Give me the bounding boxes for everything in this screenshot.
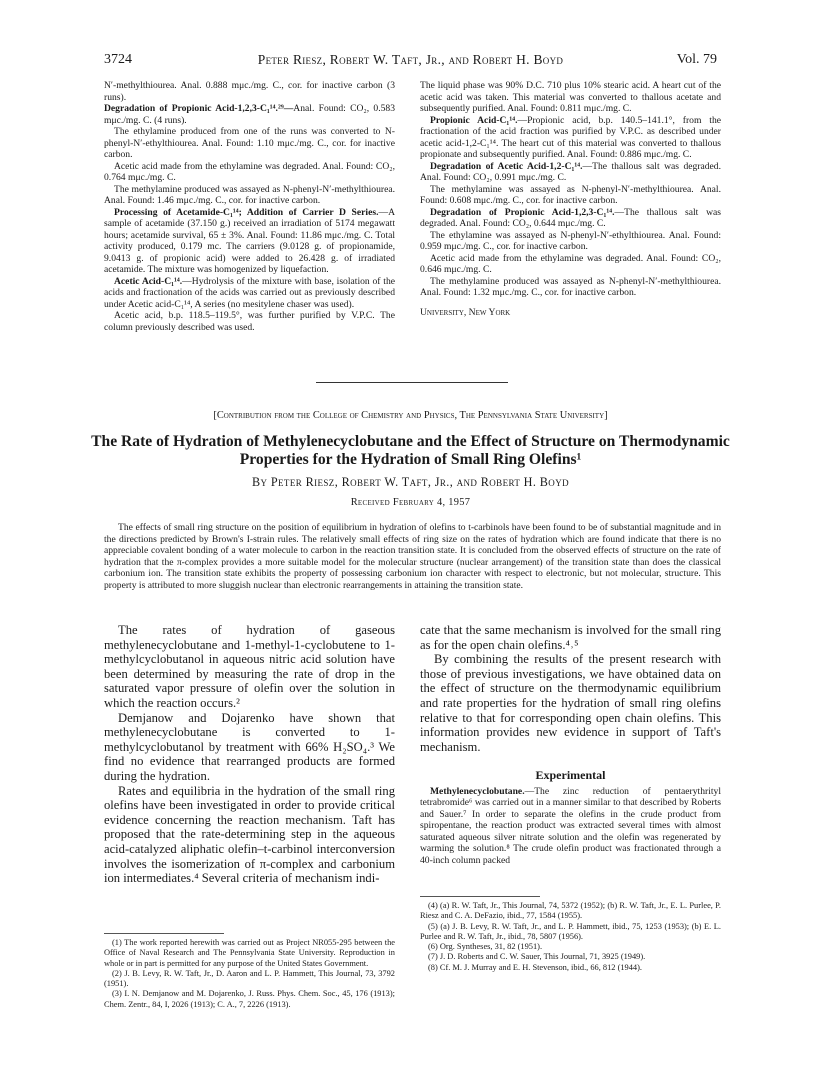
paragraph: Rates and equilibria in the hydration of the small ring olefins have been investigated in order to provide critical evidence concerning the reaction mechanism. Taft has proposed that the rate-determining step in the aqueous acid-catalyzed aliphatic olefin–t-carbinol interconversion involves the isomerization of π-complex and carbonium ion intermediates.⁴ Several criteria of mechanism indi- bbox=[104, 783, 395, 886]
footnotes-column-2 bbox=[420, 901, 721, 973]
footnote-divider bbox=[420, 896, 540, 897]
paragraph: The methylamine produced was assayed as N-phenyl-N′-methylthiourea. Anal. Found: 1.32 mμc./mg. C., cor. for inactive carbon. bbox=[420, 275, 721, 298]
byline: By Peter Riesz, Robert W. Taft, Jr., and Robert H. Boyd bbox=[251, 475, 570, 489]
footnote: (7) J. D. Roberts and C. W. Sauer, This Journal, 71, 3925 (1949). bbox=[428, 952, 646, 962]
received-date: Received February 4, 1957 bbox=[350, 497, 471, 508]
paragraph: The liquid phase was 90% D.C. 710 plus 10% stearic acid. A heart cut of the acetic acid was taken. This material was converted to thallous acetate and subsequently purified. Anal. Found: 0.811 mμc./mg. C. bbox=[420, 80, 721, 114]
footnote-divider bbox=[104, 933, 224, 934]
paragraph: Acetic acid made from the ethylamine was degraded. Anal. Found: CO₂, 0.764 mμc./mg. C. bbox=[104, 160, 395, 183]
paragraph: Processing of Acetamide-C₁¹⁴; Addition of Carrier D Series.—A sample of acetamide (37.150 g.) received an irradiation of 5174 megawatt hours; acetamide survival, 65 ± 3%. Anal. Found: 11.86 mμc./mg. C. Total activity produced, 0.179 mc. The carriers (9.0128 g. of propionamide, 9.0413 g. of propionic acid) were added to 26.428 g. of irradiated acetamide. The mixture was homogenized by liquefaction. bbox=[104, 206, 395, 275]
footnote: (6) Org. Syntheses, 31, 82 (1951). bbox=[428, 942, 543, 952]
footnote: (8) Cf. M. J. Murray and E. H. Stevenson, ibid., 66, 812 (1944). bbox=[428, 962, 643, 972]
page-number: 3724 bbox=[104, 52, 132, 67]
paragraph: The rates of hydration of gaseous methylenecyclobutane and 1-methyl-1-cyclobutene to 1-methylcyclobutanol in aqueous nitric acid solution have been determined by measuring the rate of drop in the saturated vapor pressure of olefin over the solution in which the reaction occurs.² bbox=[104, 623, 395, 710]
paragraph: Acetic acid, b.p. 118.5–119.5°, was further purified by V.P.C. The column previously described was used. bbox=[104, 310, 395, 333]
paragraph: The methylamine produced was assayed as N-phenyl-N′-methylthiourea. Anal. Found: 1.46 mμc./mg. C., cor. for inactive carbon. bbox=[104, 183, 395, 206]
article-title: The Rate of Hydration of Methylenecyclobutane and the Effect of Structure on Thermodynamic Properties for the Hydration of Small Ring Olefins¹ bbox=[91, 433, 730, 468]
location-label: University, New York bbox=[420, 306, 511, 318]
experimental-section bbox=[420, 786, 721, 867]
footnote: (3) I. N. Demjanow and M. Dojarenko, J. Russ. Phys. Chem. Soc., 45, 176 (1913); Chem. Zentr., 84, I, 2026 (1913); C. A., 7, 2226 (1913). bbox=[104, 989, 395, 1009]
paragraph: The ethylamine was assayed as N-phenyl-N′-ethylthiourea. Anal. Found: 0.959 mμc./mg. C., cor. for inactive carbon. bbox=[420, 229, 721, 252]
paragraph: Acetic acid made from the ethylamine was degraded. Anal. Found: CO₂, 0.646 mμc./mg. C. bbox=[420, 252, 721, 275]
experimental-heading: Experimental bbox=[535, 768, 606, 783]
prev-article-column-1 bbox=[104, 80, 395, 333]
abstract: The effects of small ring structure on the position of equilibrium in hydration of olefins to t-carbinols have been found to be of substantial magnitude and in the directions predicted by Brown's I-strain rules. The relatively small effects of ring size on the rates of hydration which are found indicate that there is no appreciable covalent bonding of a water molecule to carbon in the reaction transition state. It is concluded from the observed effects of structure on the rate of hydration that the π-complex provides a more suitable model for the molecular structure (nuclear arrangement) of the transition state than does the classical carbonium ion. The transition state exhibits the property of possessing carbonium ion character with respect to electronic, but not molecular, structure. This property is attributed to more sluggish nuclear than electronic rearrangements in attaining the transition state. bbox=[104, 522, 721, 591]
volume-label: Vol. 79 bbox=[676, 52, 717, 67]
paragraph: Degradation of Acetic Acid-1,2-C₁¹⁴.—The thallous salt was degraded. Anal. Found: CO₂, 0.991 mμc./mg. C. bbox=[420, 160, 721, 183]
paragraph: N′-methylthiourea. Anal. 0.888 mμc./mg. C., cor. for inactive carbon (3 runs). bbox=[104, 80, 395, 103]
paragraph: Acetic Acid-C₁¹⁴.—Hydrolysis of the mixture with base, isolation of the acids and fractionation of the acids was carried out as previously described under Acetic acid-C₁¹⁴, A series (no mesitylene chaser was used). bbox=[104, 275, 395, 310]
paragraph: The ethylamine produced from one of the runs was converted to N-phenyl-N′-ethylthiourea. Anal. Found: 1.10 mμc./mg. C., cor. for inactive carbon. bbox=[104, 126, 395, 160]
body-column-1 bbox=[104, 623, 395, 886]
paragraph: Degradation of Propionic Acid-1,2,3-C₁¹⁴.—The thallous salt was degraded. Anal. Found: CO₂, 0.644 mμc./mg. C. bbox=[420, 206, 722, 229]
prev-article-column-2 bbox=[420, 80, 721, 318]
footnote: (5) (a) J. B. Levy, R. W. Taft, Jr., and L. P. Hammett, ibid., 75, 1253 (1953); (b) E. L. Purlee and R. W. Taft, Jr., ibid., 78, 5807 (1956). bbox=[420, 921, 721, 941]
footnotes-column-1 bbox=[104, 938, 395, 1010]
footnote: (2) J. B. Levy, R. W. Taft, Jr., D. Aaron and L. P. Hammett, This Journal, 73, 3792 (1951). bbox=[104, 968, 395, 989]
paragraph: Propionic Acid-C₁¹⁴.—Propionic acid, b.p. 140.5–141.1°, from the fractionation of the acid fraction was purified by V.P.C. as described under acetic acid-1,2-C₁¹⁴. The heart cut of this material was converted to thallous propionate and subsequently purified. Anal. Found: 0.886 mμc./mg. C. bbox=[420, 114, 721, 160]
running-header-authors: Peter Riesz, Robert W. Taft, Jr., and Robert H. Boyd bbox=[257, 52, 564, 67]
footnote: (4) (a) R. W. Taft, Jr., This Journal, 74, 5372 (1952); (b) R. W. Taft, Jr., E. L. Purlee, P. Riesz and C. A. DeFazio, ibid., 77, 1584 (1955). bbox=[420, 901, 721, 921]
paragraph: By combining the results of the present research with those of previous investigations, we have obtained data on the effect of structure on the thermodynamic equilibrium and rate properties for the hydration of small ring olefins relative to that for corresponding open chain olefins. This information provides new evidence in support of Taft's mechanism. bbox=[420, 652, 721, 754]
footnote: (1) The work reported herewith was carried out as Project NR055-295 between the Office of Naval Research and The Pennsylvania State University. Reproduction in whole or in part is permitted for any purpose of the United States Government. bbox=[104, 938, 395, 968]
paragraph: The methylamine was assayed as N-phenyl-N′-methylthiourea. Anal. Found: 0.608 mμc./mg. C., cor. for inactive carbon. bbox=[420, 183, 721, 206]
body-column-2 bbox=[420, 623, 721, 866]
paragraph: Methylenecyclobutane.—The zinc reduction of pentaerythrityl tetrabromide⁶ was carried out in a manner similar to that described by Roberts and Sauer.⁷ In order to separate the olefins in the crude product from spiropentane, the reaction product was extracted several times with almost saturated aqueous silver nitrate solution and the olefin was regenerated by warming the solution.⁸ The crude olefin product was fractionated through a 40-inch column packed bbox=[420, 785, 721, 866]
paragraph: Demjanow and Dojarenko have shown that methylenecyclobutane is converted to 1-methylcyclobutanol by treatment with 66% H₂SO₄.³ We find no evidence that rearranged products are formed during the hydration. bbox=[104, 710, 395, 783]
contribution-line: [Contribution from the College of Chemistry and Physics, The Pennsylvania State University] bbox=[213, 410, 608, 421]
paragraph: Degradation of Propionic Acid-1,2,3-C₁¹⁴.²⁹—Anal. Found: CO₂, 0.583 mμc./mg. C. (4 runs). bbox=[104, 103, 395, 126]
section-divider bbox=[316, 382, 508, 383]
paragraph: cate that the same mechanism is involved for the small ring as for the open chain olefins.⁴˒⁵ bbox=[420, 623, 721, 652]
